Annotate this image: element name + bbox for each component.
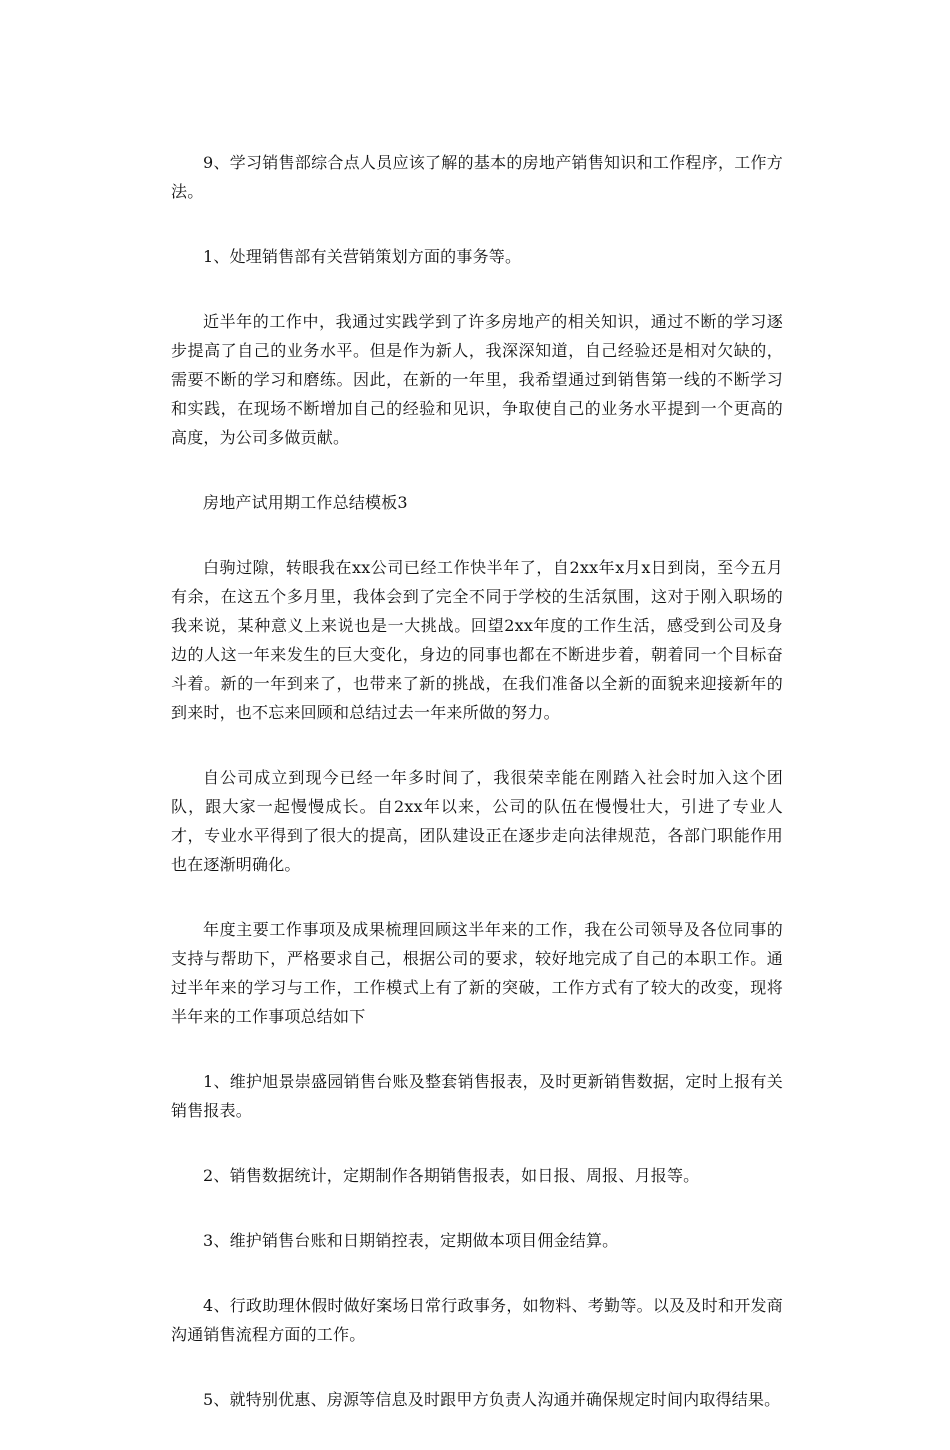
list-item-2: 2、销售数据统计，定期制作各期销售报表，如日报、周报、月报等。 — [203, 1166, 700, 1185]
list-item-5: 5、就特别优惠、房源等信息及时跟甲方负责人沟通并确保规定时间内取得结果。 — [203, 1390, 781, 1409]
body-paragraph: 白驹过隙，转眼我在xx公司已经工作快半年了，自2xx年x月x日到岗，至今五月有余，在这五个多月里，我体会到了完全不同于学校的生活氛围，这对于刚入职场的我来说，某种意义上来说也是一大挑战。回望2xx年度的工作生活，感受到公司及身边的人这一年来发生的巨大变化，身边的同事也都在不断进步着，朝着同一个目标奋斗着。新的一年到来了，也带来了新的挑战，在我们准备以全新的面貌来迎接新年的到来时，也不忘来回顾和总结过去一年来所做的努力。 — [171, 558, 783, 722]
body-paragraph: 年度主要工作事项及成果梳理回顾这半年来的工作，我在公司领导及各位同事的支持与帮助下，严格要求自己，根据公司的要求，较好地完成了自己的本职工作。通过半年来的学习与工作，工作模式上有了新的突破，工作方式有了较大的改变，现将半年来的工作事项总结如下 — [171, 920, 783, 1026]
body-paragraph: 近半年的工作中，我通过实践学到了许多房地产的相关知识，通过不断的学习逐步提高了自己的业务水平。但是作为新人，我深深知道，自己经验还是相对欠缺的，需要不断的学习和磨练。因此，在新的一年里，我希望通过到销售第一线的不断学习和实践，在现场不断增加自己的经验和见识，争取使自己的业务水平提到一个更高的高度，为公司多做贡献。 — [171, 312, 783, 447]
list-item-4: 4、行政助理休假时做好案场日常行政事务，如物料、考勤等。以及及时和开发商沟通销售流程方面的工作。 — [171, 1296, 783, 1344]
section-heading: 房地产试用期工作总结模板3 — [203, 493, 408, 512]
list-item-3: 3、维护销售台账和日期销控表，定期做本项目佣金结算。 — [203, 1231, 619, 1250]
body-paragraph: 自公司成立到现今已经一年多时间了，我很荣幸能在刚踏入社会时加入这个团队，跟大家一起慢慢成长。自2xx年以来，公司的队伍在慢慢壮大，引进了专业人才，专业水平得到了很大的提高，团队建设正在逐步走向法律规范，各部门职能作用也在逐渐明确化。 — [171, 768, 783, 874]
list-item-9: 9、学习销售部综合点人员应该了解的基本的房地产销售知识和工作程序，工作方法。 — [171, 153, 783, 201]
list-item-1: 1、处理销售部有关营销策划方面的事务等。 — [203, 247, 522, 266]
list-item-1: 1、维护旭景崇盛园销售台账及整套销售报表，及时更新销售数据，定时上报有关销售报表。 — [171, 1072, 783, 1120]
document-body — [171, 148, 783, 1450]
